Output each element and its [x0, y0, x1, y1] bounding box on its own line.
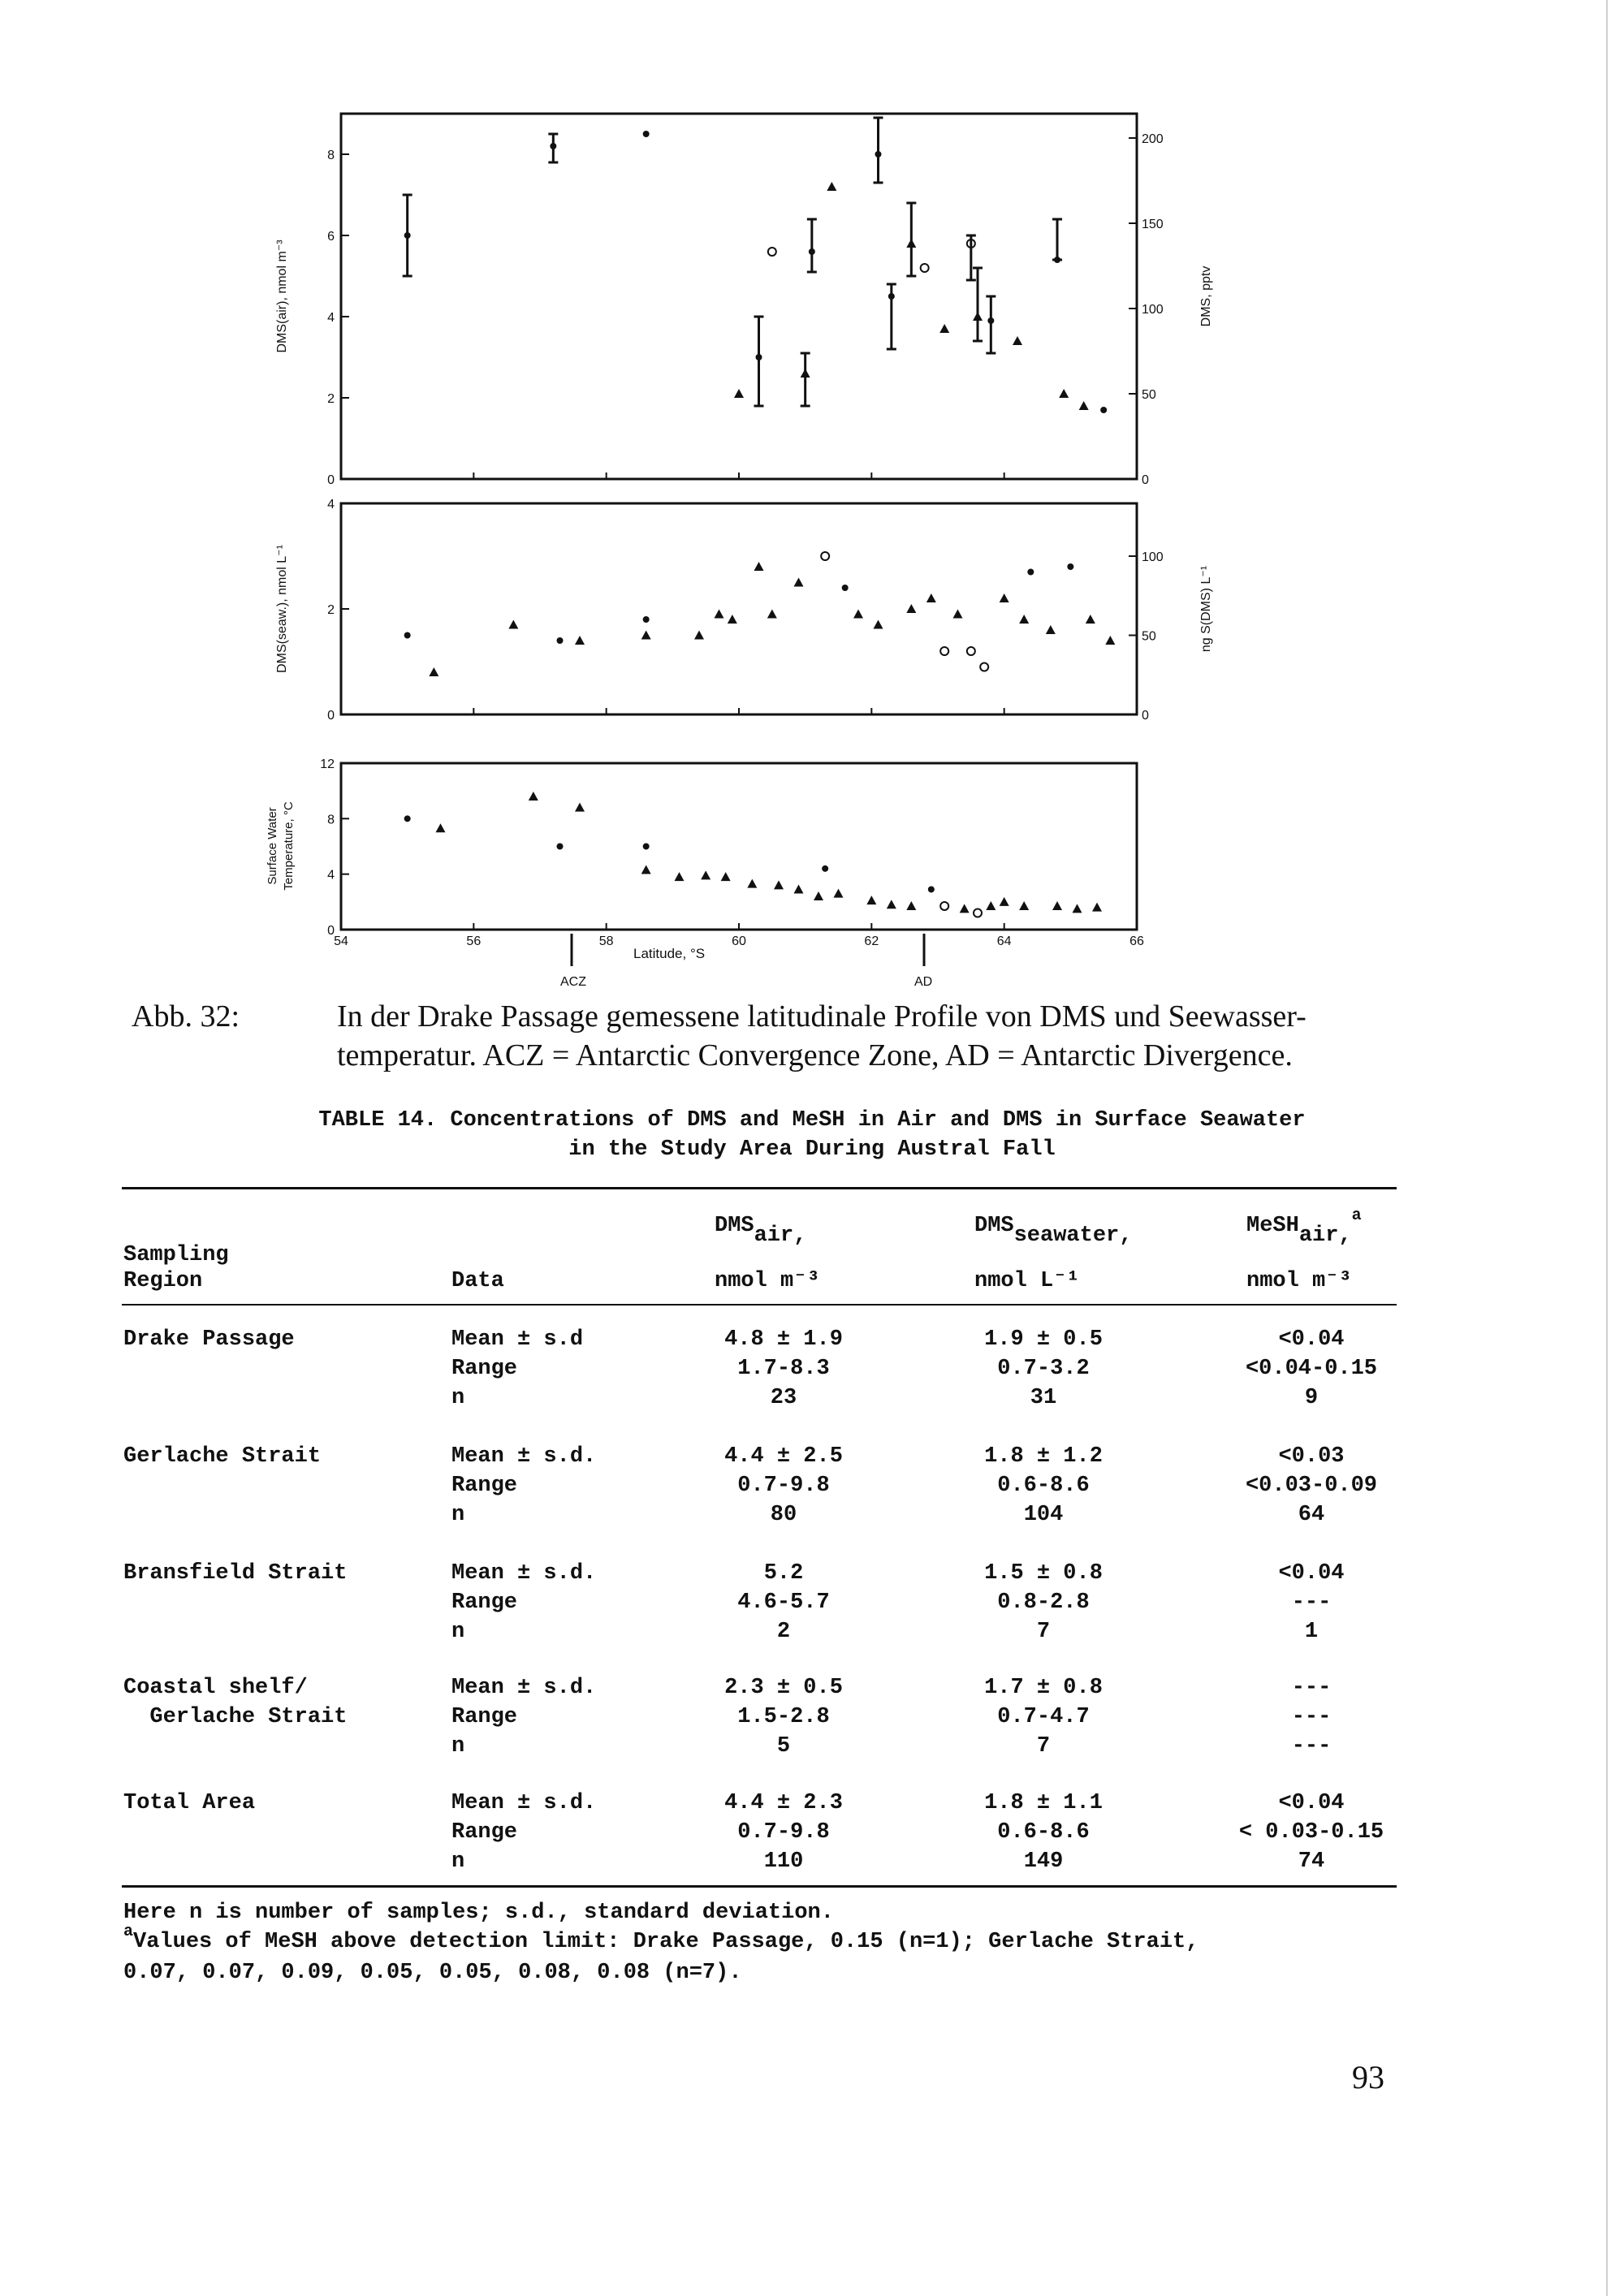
- row-stat-mean: Mean ± s.d.: [451, 1791, 597, 1815]
- data-point-triangle: [960, 904, 970, 913]
- data-point-triangle: [1019, 901, 1029, 910]
- header-dms-seawater-unit: nmol L⁻¹: [974, 1269, 1080, 1293]
- row-sea-n: 7: [1036, 1734, 1051, 1759]
- row-air-range: 1.7-8.3: [737, 1357, 830, 1381]
- temperature-frame: [341, 763, 1137, 930]
- data-point-triangle: [906, 901, 916, 910]
- data-point-triangle: [754, 562, 764, 571]
- data-point-triangle: [874, 620, 883, 629]
- row-stat-n: n: [451, 1503, 465, 1527]
- table-top-rule: [122, 1187, 1397, 1189]
- row-air-n: 110: [763, 1849, 804, 1874]
- row-mesh-mean: <0.03: [1278, 1444, 1345, 1469]
- row-air-n: 80: [770, 1503, 797, 1527]
- data-point-dot: [928, 886, 935, 892]
- data-point-circle: [967, 647, 975, 655]
- row-air-range: 0.7-9.8: [737, 1820, 830, 1845]
- data-point-triangle: [694, 631, 704, 640]
- data-point-triangle: [675, 872, 685, 881]
- row-air-n: 5: [776, 1734, 791, 1759]
- data-point-dot: [404, 632, 411, 639]
- row-region: Gerlache Strait: [123, 1444, 322, 1469]
- data-point-triangle: [701, 870, 710, 879]
- row-sea-range: 0.6-8.6: [997, 1820, 1090, 1845]
- row-sea-range: 0.7-4.7: [997, 1705, 1090, 1729]
- header-mesh-air-main: MeSH: [1246, 1214, 1299, 1238]
- dms-seawater-y2-tick-label: 100: [1142, 550, 1164, 564]
- dms-seawater-y2-tick-label: 0: [1142, 709, 1149, 723]
- data-point-dot: [822, 865, 828, 872]
- row-region: Drake Passage: [123, 1327, 295, 1352]
- dms-seawater-y-tick-label: 0: [327, 709, 335, 723]
- data-point-dot: [1067, 563, 1073, 570]
- row-stat-mean: Mean ± s.d.: [451, 1676, 597, 1700]
- x-axis-label: Latitude, °S: [633, 946, 706, 961]
- data-point-triangle: [774, 880, 784, 889]
- caption-line-2: temperatur. ACZ = Antarctic Convergence Zone, AD = Antarctic Divergence.: [337, 1038, 1293, 1072]
- data-point-dot: [809, 248, 815, 255]
- dms-seawater-y-tick-label: 2: [327, 603, 335, 617]
- row-air-mean: 4.4 ± 2.3: [724, 1791, 843, 1815]
- data-point-triangle: [887, 900, 896, 908]
- row-mesh-n: ---: [1291, 1734, 1332, 1759]
- row-mesh-mean: <0.04: [1278, 1791, 1345, 1815]
- data-point-triangle: [747, 879, 757, 888]
- data-point-dot: [842, 585, 849, 591]
- data-point-triangle: [866, 896, 876, 904]
- dms-air-y2-tick-label: 50: [1142, 388, 1156, 402]
- row-mesh-range: <0.04-0.15: [1245, 1357, 1378, 1381]
- data-point-triangle: [986, 901, 996, 910]
- header-mesh-air-sub: air: [1298, 1224, 1339, 1248]
- data-point-triangle: [1046, 625, 1056, 634]
- row-region: Bransfield Strait: [123, 1561, 348, 1586]
- table-title-line-2: in the Study Area During Austral Fall: [568, 1137, 1056, 1162]
- caption-text: [337, 997, 1393, 1075]
- data-point-triangle: [1086, 615, 1095, 624]
- data-point-dot: [987, 317, 994, 324]
- data-point-circle: [940, 647, 948, 655]
- x-tick-label: 56: [466, 934, 482, 948]
- row-stat-range: Range: [451, 1820, 518, 1845]
- dms-air-frame: [341, 114, 1137, 479]
- x-tick-label: 66: [1129, 934, 1144, 948]
- footnote-line-2-text: Values of MeSH above detection limit: Drake Passage, 0.15 (n=1); Gerlache Strait,: [133, 1930, 1199, 1954]
- data-point-triangle: [1092, 903, 1102, 912]
- header-dms-air-unit: nmol m⁻³: [715, 1269, 820, 1293]
- dms-seawater-y2-label: ng S(DMS) L⁻¹: [1199, 565, 1213, 653]
- data-point-dot: [643, 616, 650, 623]
- dms-air-y-label: DMS(air), nmol m⁻³: [275, 240, 289, 353]
- data-point-dot: [550, 143, 556, 149]
- row-air-n: 2: [776, 1620, 791, 1644]
- x-tick-label: 62: [864, 934, 879, 948]
- data-point-triangle: [529, 792, 538, 801]
- row-stat-range: Range: [451, 1357, 518, 1381]
- footnote-line-1: Here n is number of samples; s.d., standard deviation.: [123, 1901, 834, 1925]
- table-header-rule: [122, 1304, 1397, 1306]
- dms-seawater-frame: [341, 503, 1137, 714]
- header-data: Data: [451, 1269, 504, 1293]
- data-point-dot: [557, 637, 564, 644]
- row-mesh-range: ---: [1291, 1590, 1332, 1615]
- data-point-dot: [404, 232, 411, 239]
- dms-air-y2-tick-label: 150: [1142, 218, 1164, 231]
- dms-air-y-tick-label: 6: [327, 230, 335, 244]
- row-air-range: 1.5-2.8: [737, 1705, 830, 1729]
- data-point-circle: [921, 264, 929, 272]
- data-point-triangle: [1079, 401, 1089, 410]
- data-point-dot: [643, 844, 650, 850]
- data-point-triangle: [721, 872, 731, 881]
- data-point-dot: [643, 131, 650, 137]
- dms-air-y-tick-label: 0: [327, 473, 335, 487]
- table-bottom-rule: [122, 1885, 1397, 1888]
- temperature-panel: [266, 757, 1137, 938]
- row-sea-mean: 1.9 ± 0.5: [984, 1327, 1103, 1352]
- data-point-triangle: [827, 182, 836, 191]
- temperature-y-label-line1: Surface Water: [266, 807, 279, 885]
- header-mesh-air-footnote-mark: a: [1351, 1206, 1362, 1225]
- data-point-circle: [980, 663, 988, 671]
- row-mesh-n: 64: [1298, 1503, 1325, 1527]
- page-edge-line: [1606, 0, 1608, 2296]
- temperature-y-tick-label: 12: [320, 757, 335, 771]
- data-point-triangle: [575, 803, 585, 812]
- table-title: [122, 1106, 1502, 1164]
- header-dms-seawater-main: DMS: [974, 1214, 1014, 1238]
- row-region: Total Area: [123, 1791, 256, 1815]
- data-point-circle: [974, 909, 982, 917]
- row-stat-n: n: [451, 1734, 465, 1759]
- header-dms-air-sub: air: [754, 1224, 794, 1248]
- row-sea-n: 31: [1030, 1386, 1057, 1410]
- data-point-triangle: [1073, 904, 1082, 913]
- footnote-line-2: [123, 1923, 1423, 1958]
- x-tick-label: 64: [996, 934, 1012, 948]
- row-sea-mean: 1.7 ± 0.8: [984, 1676, 1103, 1700]
- data-point-triangle: [1019, 615, 1029, 624]
- row-mesh-mean: <0.04: [1278, 1327, 1345, 1352]
- caption-line-1: In der Drake Passage gemessene latitudinale Profile von DMS und Seewasser-: [337, 999, 1307, 1034]
- data-point-triangle: [1059, 389, 1069, 398]
- data-point-triangle: [926, 593, 936, 602]
- temperature-y-label-line2: Temperature, °C: [282, 801, 296, 891]
- dms-seawater-y2-tick-label: 50: [1142, 629, 1156, 644]
- header-dms-air-main: DMS: [715, 1214, 754, 1238]
- header-dms-air: [715, 1213, 807, 1248]
- data-point-triangle: [1000, 593, 1009, 602]
- data-point-circle: [940, 902, 948, 910]
- data-point-dot: [1027, 569, 1034, 576]
- row-stat-n: n: [451, 1620, 465, 1644]
- data-point-triangle: [1000, 897, 1009, 906]
- row-sea-mean: 1.8 ± 1.2: [984, 1444, 1103, 1469]
- header-dms-seawater-comma: ,: [1119, 1224, 1133, 1248]
- header-dms-seawater-sub: seawater: [1013, 1224, 1120, 1248]
- row-mesh-range: < 0.03-0.15: [1238, 1820, 1384, 1845]
- data-point-triangle: [814, 891, 823, 900]
- data-point-triangle: [906, 239, 916, 248]
- header-region-line1: Sampling: [123, 1243, 229, 1267]
- header-mesh-air: [1246, 1206, 1362, 1248]
- row-mesh-n: 1: [1304, 1620, 1319, 1644]
- dms-air-y2-tick-label: 200: [1142, 132, 1164, 146]
- header-dms-seawater: [974, 1213, 1133, 1248]
- data-point-triangle: [429, 667, 438, 676]
- row-mesh-n: 9: [1304, 1386, 1319, 1410]
- dms-air-y2-tick-label: 0: [1142, 473, 1149, 487]
- temperature-y-tick-label: 0: [327, 924, 335, 938]
- row-sea-mean: 1.8 ± 1.1: [984, 1791, 1103, 1815]
- row-mesh-range: <0.03-0.09: [1245, 1474, 1378, 1498]
- header-dms-air-comma: ,: [793, 1224, 807, 1248]
- data-point-triangle: [1052, 901, 1062, 910]
- data-point-triangle: [767, 610, 777, 619]
- data-point-triangle: [801, 369, 810, 378]
- table-title-line-1: TABLE 14. Concentrations of DMS and MeSH in Air and DMS in Surface Seawater: [318, 1108, 1306, 1133]
- data-point-triangle: [728, 615, 737, 624]
- row-stat-n: n: [451, 1849, 465, 1874]
- x-tick-label: 60: [732, 934, 746, 948]
- data-point-triangle: [575, 636, 585, 645]
- dms-air-panel: [275, 114, 1213, 487]
- dms-seawater-panel: [275, 498, 1213, 723]
- row-air-n: 23: [770, 1386, 797, 1410]
- row-stat-range: Range: [451, 1474, 518, 1498]
- dms-seawater-y-label: DMS(seaw.), nmol L⁻¹: [275, 545, 289, 673]
- data-point-triangle: [436, 823, 446, 832]
- temperature-y-tick-label: 8: [327, 813, 335, 827]
- row-sea-mean: 1.5 ± 0.8: [984, 1561, 1103, 1586]
- row-sea-range: 0.6-8.6: [997, 1474, 1090, 1498]
- row-air-mean: 4.8 ± 1.9: [724, 1327, 843, 1352]
- data-point-dot: [404, 815, 411, 822]
- data-point-dot: [756, 354, 762, 360]
- data-point-triangle: [1013, 336, 1022, 345]
- row-stat-mean: Mean ± s.d.: [451, 1444, 597, 1469]
- data-point-triangle: [834, 889, 844, 898]
- data-point-triangle: [939, 324, 949, 333]
- row-sea-range: 0.7-3.2: [997, 1357, 1090, 1381]
- data-point-triangle: [641, 865, 651, 874]
- footnote-mark: a: [123, 1923, 134, 1941]
- data-point-dot: [1100, 407, 1107, 413]
- data-point-triangle: [853, 610, 863, 619]
- data-point-dot: [557, 844, 564, 850]
- row-mesh-mean: ---: [1291, 1676, 1332, 1700]
- temperature-y-tick-label: 4: [327, 868, 335, 883]
- dms-air-y-tick-label: 2: [327, 392, 335, 406]
- header-mesh-air-comma: ,: [1338, 1224, 1352, 1248]
- row-stat-range: Range: [451, 1705, 518, 1729]
- row-mesh-n: 74: [1298, 1849, 1325, 1874]
- acz-label: ACZ: [560, 975, 586, 989]
- row-region-line2: Gerlache Strait: [123, 1705, 348, 1729]
- data-point-circle: [821, 552, 829, 560]
- data-point-triangle: [953, 610, 963, 619]
- row-air-range: 4.6-5.7: [737, 1590, 830, 1615]
- dms-air-y-tick-label: 8: [327, 149, 335, 162]
- data-point-circle: [768, 248, 776, 256]
- dms-air-y-tick-label: 4: [327, 311, 335, 325]
- data-point-triangle: [734, 389, 744, 398]
- header-mesh-air-unit: nmol m⁻³: [1246, 1269, 1352, 1293]
- data-point-triangle: [794, 578, 804, 587]
- row-mesh-range: ---: [1291, 1705, 1332, 1729]
- row-sea-n: 7: [1036, 1620, 1051, 1644]
- page-number: 93: [1352, 2059, 1384, 2095]
- data-point-dot: [888, 293, 895, 300]
- data-point-triangle: [794, 884, 804, 893]
- dms-air-y2-tick-label: 100: [1142, 303, 1164, 317]
- row-sea-n: 149: [1023, 1849, 1064, 1874]
- row-mesh-mean: <0.04: [1278, 1561, 1345, 1586]
- data-point-triangle: [641, 631, 651, 640]
- data-point-triangle: [973, 312, 983, 321]
- row-sea-range: 0.8-2.8: [997, 1590, 1090, 1615]
- row-region: Coastal shelf/: [123, 1676, 308, 1700]
- row-sea-n: 104: [1023, 1503, 1064, 1527]
- footnote-line-3: 0.07, 0.07, 0.09, 0.05, 0.05, 0.08, 0.08 (n=7).: [123, 1961, 742, 1985]
- x-tick-label: 58: [598, 934, 614, 948]
- x-tick-label: 54: [334, 934, 348, 948]
- row-stat-mean: Mean ± s.d.: [451, 1561, 597, 1586]
- latitude-profile-figure: [268, 106, 1234, 990]
- data-point-dot: [875, 151, 882, 158]
- row-stat-mean: Mean ± s.d: [451, 1327, 584, 1352]
- data-point-triangle: [906, 604, 916, 613]
- caption-label: Abb. 32:: [132, 999, 240, 1034]
- data-point-triangle: [508, 620, 518, 629]
- dms-seawater-y-tick-label: 4: [327, 498, 335, 511]
- ad-label: AD: [914, 975, 933, 989]
- table-footnotes: [123, 1898, 1423, 1987]
- data-point-triangle: [1105, 636, 1115, 645]
- row-stat-n: n: [451, 1386, 465, 1410]
- header-region-line2: Region: [123, 1269, 203, 1293]
- row-air-range: 0.7-9.8: [737, 1474, 830, 1498]
- row-air-mean: 2.3 ± 0.5: [724, 1676, 843, 1700]
- row-stat-range: Range: [451, 1590, 518, 1615]
- row-air-mean: 5.2: [763, 1561, 804, 1586]
- data-point-dot: [1054, 257, 1060, 263]
- dms-air-y2-label: DMS, pptv: [1199, 265, 1213, 327]
- row-air-mean: 4.4 ± 2.5: [724, 1444, 843, 1469]
- data-point-triangle: [715, 610, 724, 619]
